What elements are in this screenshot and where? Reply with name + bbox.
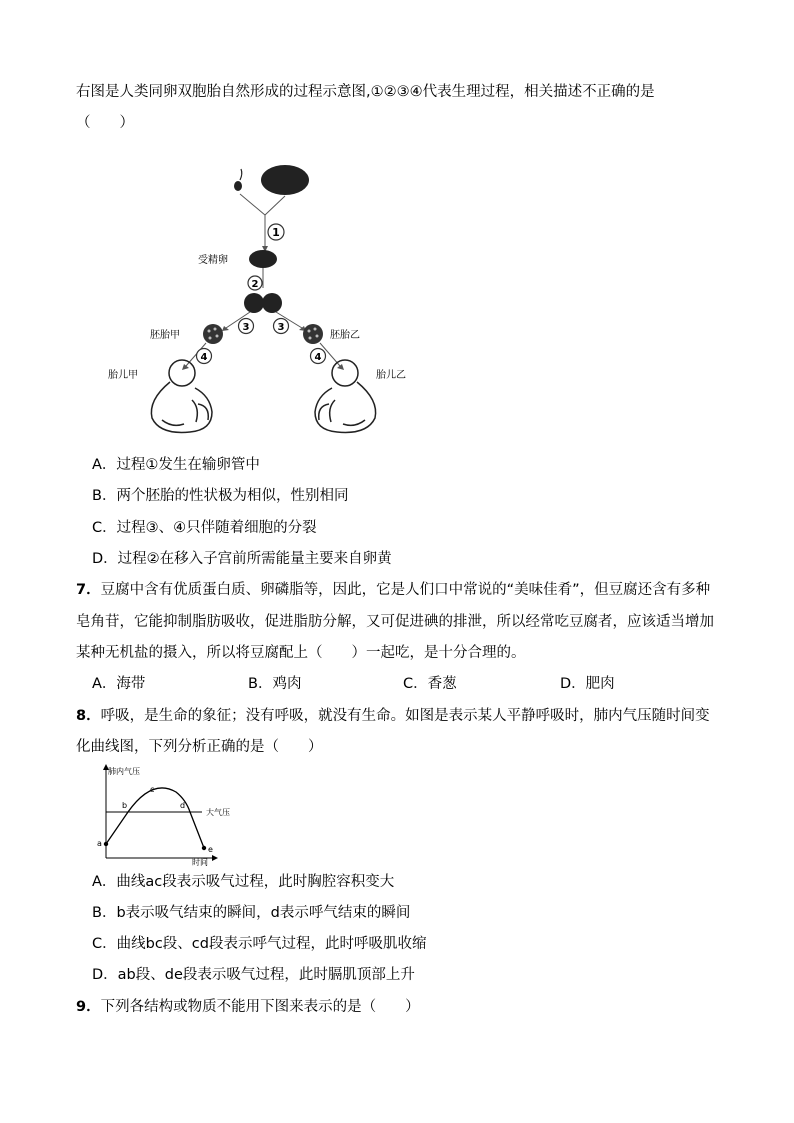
svg-text:4: 4 xyxy=(314,352,322,363)
q8-option-b[interactable]: B．b表示吸气结束的瞬间，d表示呼气结束的瞬间 xyxy=(92,905,411,921)
step4-marker-left xyxy=(197,349,212,364)
q8-option-d[interactable]: D．ab段、de段表示吸气过程，此时膈肌顶部上升 xyxy=(92,967,415,983)
q9-number: 9． xyxy=(76,999,101,1015)
q8-stem-line1 xyxy=(76,706,710,726)
sperm-icon xyxy=(234,169,242,191)
q9-stem-text: 下列各结构或物质不能用下图来表示的是（ ） xyxy=(100,999,420,1015)
point-e xyxy=(202,846,206,850)
lung-pressure-chart xyxy=(94,762,244,866)
svg-text:4: 4 xyxy=(200,352,208,363)
q6-stem-line1: 右图是人类同卵双胞胎自然形成的过程示意图,①②③④代表生理过程，相关描述不正确的是 xyxy=(76,84,655,100)
q7-option-a[interactable]: A．海带 xyxy=(92,676,146,692)
step3-marker-left xyxy=(239,319,254,334)
q8-number: 8． xyxy=(76,708,101,724)
zygote xyxy=(249,250,277,268)
fetus-b-drawing xyxy=(315,360,376,432)
embryo-a xyxy=(203,324,223,344)
q7-option-c[interactable]: C．香葱 xyxy=(403,676,457,692)
q6-option-a[interactable]: A．过程①发生在输卵管中 xyxy=(92,457,260,473)
q7-option-b[interactable]: B．鸡肉 xyxy=(248,676,302,692)
step1-marker xyxy=(268,224,284,240)
point-c-label: c xyxy=(150,785,155,794)
svg-text:3: 3 xyxy=(242,322,250,333)
q8-option-a[interactable]: A．曲线ac段表示吸气过程，此时胸腔容积变大 xyxy=(92,874,395,890)
q6-option-b[interactable]: B．两个胚胎的性状极为相似，性别相同 xyxy=(92,488,349,504)
fetus-a-label: 胎儿甲 xyxy=(108,370,138,381)
two-cell-stage xyxy=(244,293,282,313)
fetus-b-label: 胎儿乙 xyxy=(376,370,406,381)
chart-y-label: 肺内气压 xyxy=(108,767,140,776)
point-d-label: d xyxy=(180,801,186,810)
step2-marker xyxy=(248,276,262,290)
fetus-a-drawing xyxy=(151,360,212,432)
zygote-label: 受精卵 xyxy=(198,255,228,266)
atmospheric-pressure-label: 大气压 xyxy=(206,808,230,817)
svg-text:1: 1 xyxy=(272,226,280,239)
q7-stem-text: 豆腐中含有优质蛋白质、卵磷脂等，因此，它是人们口中常说的“美味佳肴”，但豆腐还含有多种 xyxy=(100,582,711,598)
egg-cell xyxy=(261,165,309,195)
q7-stem-line3: 某种无机盐的摄入，所以将豆腐配上（ ）一起吃，是十分合理的。 xyxy=(76,645,526,661)
q7-stem-line1 xyxy=(76,580,710,600)
q8-stem-line2: 化曲线图，下列分析正确的是（ ） xyxy=(76,739,323,755)
point-a-label: a xyxy=(97,839,102,848)
q8-option-c[interactable]: C．曲线bc段、cd段表示呼气过程，此时呼吸肌收缩 xyxy=(92,936,427,952)
twin-formation-diagram xyxy=(100,160,450,440)
step4-marker-right xyxy=(311,349,326,364)
embryo-b-label: 胚胎乙 xyxy=(330,330,360,341)
step3-marker-right xyxy=(274,319,289,334)
embryo-b xyxy=(303,324,323,344)
point-a xyxy=(104,842,108,846)
q7-option-d[interactable]: D．肥肉 xyxy=(560,676,615,692)
chart-x-label: 时间 xyxy=(192,858,208,866)
q7-stem-line2: 皂角苷，它能抑制脂肪吸收，促进脂肪分解，又可促进碘的排泄，所以经常吃豆腐者，应该适当增加 xyxy=(76,614,714,630)
pressure-curve xyxy=(106,788,204,848)
q7-number: 7． xyxy=(76,582,101,598)
svg-text:3: 3 xyxy=(277,322,285,333)
q6-stem-line2: （ ） xyxy=(76,115,134,131)
svg-text:2: 2 xyxy=(251,279,259,290)
point-e-label: e xyxy=(208,845,213,854)
point-b-label: b xyxy=(122,801,128,810)
q8-stem-text: 呼吸，是生命的象征；没有呼吸，就没有生命。如图是表示某人平静呼吸时，肺内气压随时间变 xyxy=(100,708,710,724)
q9-stem xyxy=(76,997,420,1017)
q6-option-d[interactable]: D．过程②在移入子宫前所需能量主要来自卵黄 xyxy=(92,551,392,567)
embryo-a-label: 胚胎甲 xyxy=(150,330,180,341)
q6-option-c[interactable]: C．过程③、④只伴随着细胞的分裂 xyxy=(92,520,317,536)
